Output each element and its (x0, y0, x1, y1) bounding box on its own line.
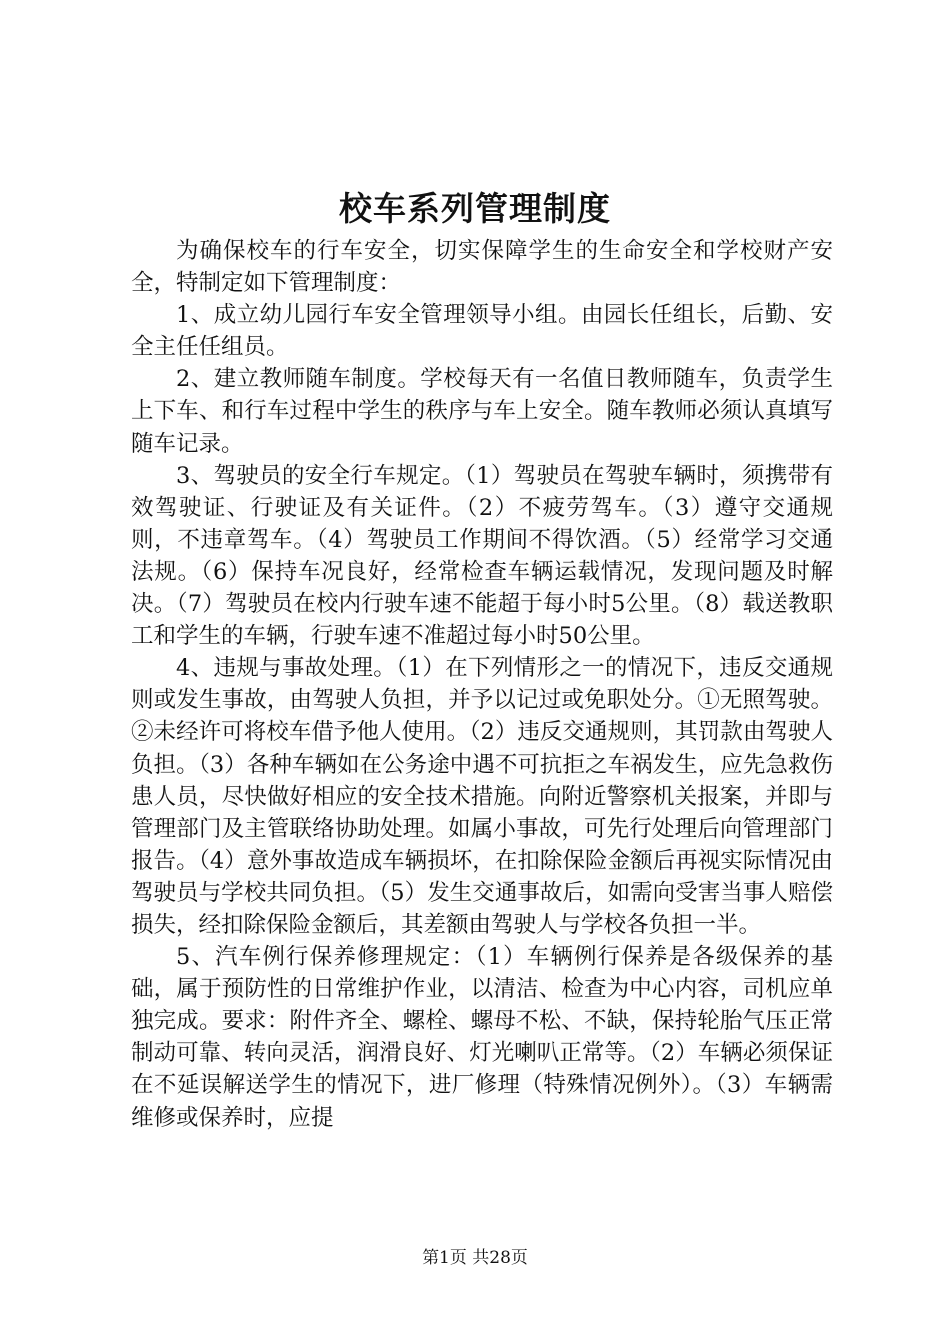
paragraph-intro: 为确保校车的行车安全，切实保障学生的生命安全和学校财产安全，特制定如下管理制度： (131, 238, 833, 297)
paragraph-item-1: 1、成立幼儿园行车安全管理领导小组。由园长任组长，后勤、安全主任任组员。 (131, 302, 833, 361)
paragraph-item-5: 5、汽车例行保养修理规定：（1）车辆例行保养是各级保养的基础，属于预防性的日常维护作业，以清洁、检查为中心内容，司机应单独完成。要求：附件齐全、螺栓、螺母不松、不缺，保持轮胎气压正常制动可靠、转向灵活，润滑良好、灯光喇叭正常等。（2）车辆必须保证在不延误解送学生的情况下，进厂修理（特殊情况例外）。（3）车辆需维修或保养时，应提 (131, 944, 833, 1131)
paragraph-item-2: 2、建立教师随车制度。学校每天有一名值日教师随车，负责学生上下车、和行车过程中学生的秩序与车上安全。随车教师必须认真填写随车记录。 (131, 366, 833, 457)
document-body (131, 235, 833, 1134)
page-footer: 第1页 共28页 (422, 1248, 528, 1268)
paragraph-item-4: 4、违规与事故处理。（1）在下列情形之一的情况下，违反交通规则或发生事故，由驾驶人负担，并予以记过或免职处分。①无照驾驶。②未经许可将校车借予他人使用。（2）违反交通规则，其罚款由驾驶人负担。（3）各种车辆如在公务途中遇不可抗拒之车祸发生，应先急救伤患人员，尽快做好相应的安全技术措施。向附近警察机关报案，并即与管理部门及主管联络协助处理。如属小事故，可先行处理后向管理部门报告。（4）意外事故造成车辆损坏，在扣除保险金额后再视实际情况由驾驶员与学校共同负担。（5）发生交通事故后，如需向受害当事人赔偿损失，经扣除保险金额后，其差额由驾驶人与学校各负担一半。 (131, 655, 833, 938)
paragraph-item-3: 3、驾驶员的安全行车规定。（1）驾驶员在驾驶车辆时，须携带有效驾驶证、行驶证及有关证件。（2）不疲劳驾车。（3）遵守交通规则，不违章驾车。（4）驾驶员工作期间不得饮酒。（5）经常学习交通法规。（6）保持车况良好，经常检查车辆运载情况，发现问题及时解决。（7）驾驶员在校内行驶车速不能超于每小时5公里。（8）载送教职工和学生的车辆，行驶车速不准超过每小时50公里。 (131, 462, 833, 650)
document-title: 校车系列管理制度 (339, 189, 611, 228)
